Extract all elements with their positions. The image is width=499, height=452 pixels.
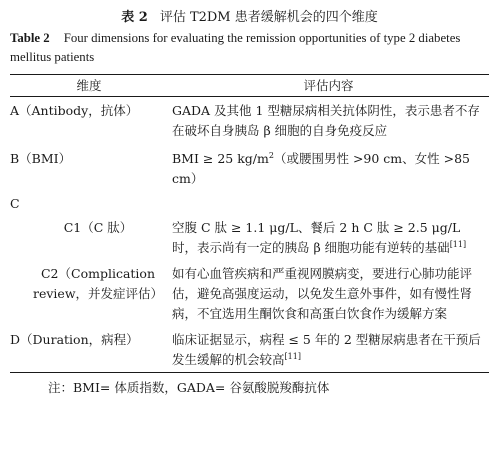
row-a-content: GADA 及其他 1 型糖尿病相关抗体阴性，表示患者不存在破坏自身胰岛 β 细胞的自身免疫反应 xyxy=(172,103,480,138)
row-d-dimension: D（Duration，病程） xyxy=(10,324,168,373)
table-row xyxy=(10,324,489,373)
table-row xyxy=(10,214,489,258)
caption-chinese xyxy=(10,8,489,28)
table-row xyxy=(10,141,489,189)
caption-english-label: Table 2 xyxy=(10,31,50,45)
row-c-dimension: C xyxy=(10,196,20,211)
row-b-content-main: BMI ≥ 25 kg/m xyxy=(172,151,269,166)
row-b-content xyxy=(168,141,489,189)
row-c-content xyxy=(168,189,489,214)
table-row xyxy=(10,189,489,214)
row-c1-citation: [11] xyxy=(449,239,467,249)
header-content: 评估内容 xyxy=(168,75,489,97)
row-c2-content: 如有心血管疾病和严重视网膜病变，要进行心肺功能评估，避免高强度运动，以免发生意外事件，如有慢性肾病，不宜选用生酮饮食和高蛋白饮食作为缓解方案 xyxy=(172,266,473,321)
caption-english-text: Four dimensions for evaluating the remission opportunities of type 2 diabetes mellitus patients xyxy=(10,31,461,64)
table-row xyxy=(10,97,489,142)
row-b-dimension: B（BMI） xyxy=(10,151,72,166)
caption-chinese-label: 表 2 xyxy=(121,10,148,25)
row-d-citation: [11] xyxy=(284,351,301,361)
dimensions-table xyxy=(10,74,489,373)
caption-chinese-text: 评估 T2DM 患者缓解机会的四个维度 xyxy=(159,10,378,25)
row-c1-dimension: C1（C 肽） xyxy=(63,220,133,235)
table-header-row xyxy=(10,75,489,97)
row-c1-content xyxy=(168,214,489,258)
row-d-content-text: 临床证据显示，病程 ≤ 5 年的 2 型糖尿病患者在干预后发生缓解的机会较高 xyxy=(172,332,481,367)
header-dimension: 维度 xyxy=(10,75,168,97)
row-c1-content-text: 空腹 C 肽 ≥ 1.1 μg/L、餐后 2 h C 肽 ≥ 2.5 μg/L 时，表示尚有一定的胰岛 β 细胞功能有逆转的基础 xyxy=(172,220,461,255)
row-b-content-exponent: 2 xyxy=(268,150,274,160)
row-a-dimension: A（Antibody，抗体） xyxy=(10,103,139,118)
table-row xyxy=(10,258,489,324)
row-b-content-tail: （或腰围男性 >90 cm、女性 >85 cm） xyxy=(172,151,471,186)
row-d-content xyxy=(168,324,489,373)
row-c2-dimension: C2（Complication review，并发症评估） xyxy=(32,266,164,301)
caption-english xyxy=(10,29,489,67)
table-footnote: 注：BMI= 体质指数，GADA= 谷氨酸脱羧酶抗体 xyxy=(48,380,330,395)
